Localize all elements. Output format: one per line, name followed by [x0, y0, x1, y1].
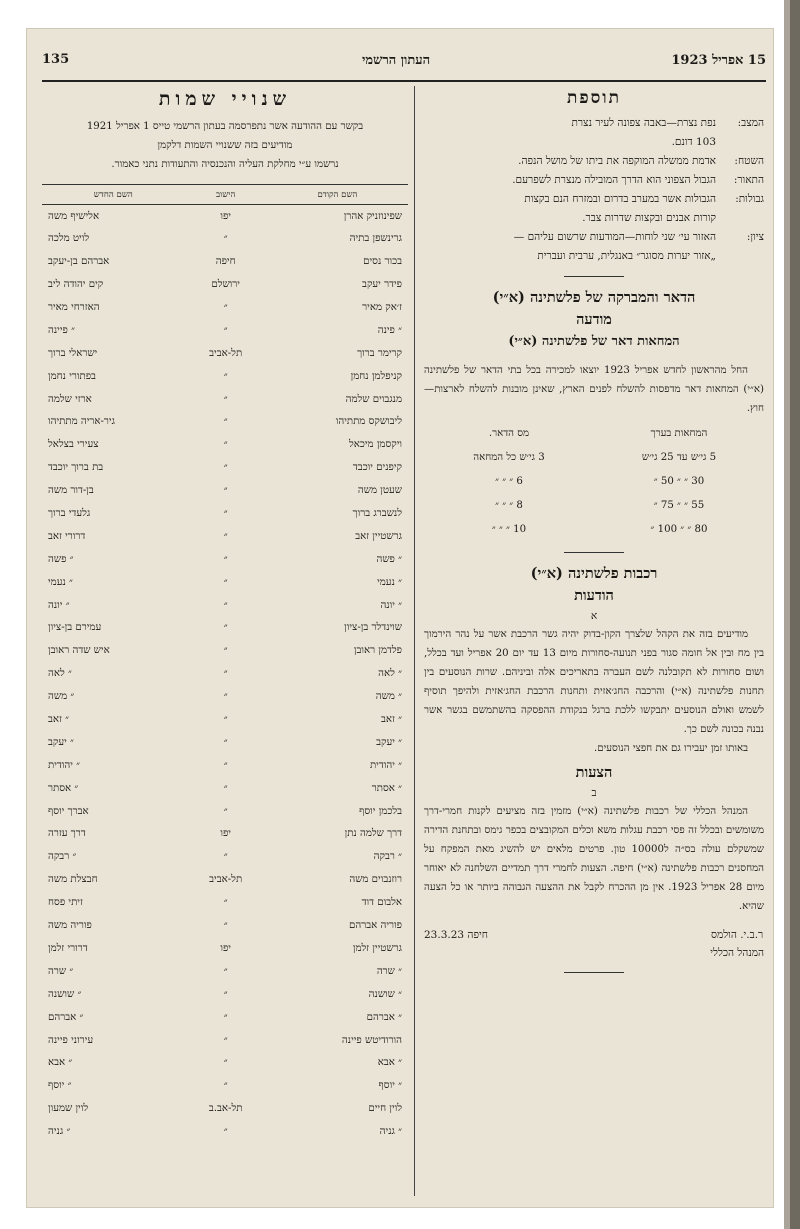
- field-value: [424, 228, 716, 266]
- previous-name: בכור נסים: [363, 256, 402, 268]
- issue-date: 15 אפריל 1923: [671, 53, 766, 68]
- table-row: [42, 388, 408, 411]
- table-row: [42, 525, 408, 548]
- rate-row: [424, 494, 764, 518]
- signature: [710, 926, 764, 962]
- signature-block: [424, 926, 764, 962]
- table-row: [42, 662, 408, 685]
- table-row: [42, 273, 408, 296]
- rate-row: [424, 518, 764, 542]
- previous-name: גרשטיין זלמן: [352, 942, 402, 954]
- field-label: המצב:: [737, 117, 764, 129]
- previous-name: לוין חיים: [368, 1103, 402, 1115]
- new-name: אברך יוסף: [48, 805, 89, 817]
- separator: [564, 972, 624, 973]
- post-title: הדאר והמברקה של פלשתינה (א״י): [492, 289, 696, 306]
- railway-subtitle: הודעות: [574, 587, 614, 604]
- notice-a-end: באותו זמן יעבירו גם את חפצי הנוסעים.: [593, 743, 748, 754]
- new-name: ״ פשה: [48, 553, 74, 565]
- previous-name: ״ יוסף: [378, 1080, 402, 1092]
- field-line: 103 דונם.: [671, 136, 716, 148]
- previous-name: דרך שלמה נתן: [344, 828, 402, 840]
- previous-name: ״ יהודית: [369, 759, 402, 771]
- signature-title: המנהל הכללי: [710, 947, 764, 959]
- settlement: ״: [223, 851, 228, 863]
- supplement-title: תוספת: [566, 88, 621, 108]
- intro-line-3: נרשמו ע״י מחלקת העליה והנכנסיה והתעודות נתני כאמור.: [111, 159, 339, 170]
- rate-value: 5 גי׳ש עד 25 גי׳ש: [641, 452, 717, 463]
- new-name: ״ נעמי: [48, 576, 73, 588]
- table-row: [42, 1051, 408, 1074]
- field-label: גבולות:: [735, 193, 764, 205]
- new-name: ״ אבא: [48, 1057, 73, 1069]
- table-row: [42, 571, 408, 594]
- settlement: ״: [223, 462, 228, 474]
- settlement: חיפה: [215, 256, 236, 268]
- settlement: ״: [223, 485, 228, 497]
- settlement: יפו: [220, 942, 231, 954]
- railway-title: רכבות פלשתינה (א״י): [530, 565, 658, 582]
- table-row: [42, 823, 408, 846]
- settlement: ״: [223, 1126, 228, 1138]
- page-header: [42, 52, 766, 76]
- settlement: ״: [223, 233, 228, 245]
- settlement: ״: [223, 1011, 228, 1023]
- new-name: לוין שמעון: [48, 1103, 89, 1115]
- previous-name: ״ גניה: [379, 1126, 402, 1138]
- previous-name: ״ זאב: [381, 714, 402, 726]
- new-name: אברהם בן-יעקב: [48, 256, 110, 268]
- previous-name: הורודיטש פיינה: [341, 1034, 402, 1046]
- new-name: ״ לאה: [48, 668, 72, 680]
- field-label: ציון:: [746, 231, 764, 243]
- place-date: חיפה 23.3.23: [424, 929, 488, 941]
- new-name: חבצלת משה: [48, 874, 98, 886]
- field-line: האזור עי׳ שני לוחות—המודעות שרשום עליהם —: [513, 231, 716, 243]
- table-row: [42, 685, 408, 708]
- new-name: איש שדה ראובן: [48, 645, 110, 657]
- settlement: ״: [223, 439, 228, 451]
- settlement: תל-אביב: [209, 347, 243, 359]
- previous-name: ״ אברהם: [366, 1011, 402, 1023]
- table-row: [42, 548, 408, 571]
- table-row: [42, 617, 408, 640]
- table-row: [42, 639, 408, 662]
- rate-fee: 3 גי׳ש כל המחאה: [473, 452, 545, 463]
- settlement: תל-אב.ב: [208, 1103, 243, 1115]
- settlement: ״: [223, 622, 228, 634]
- post-body: החל מהראשון לחדש אפריל 1923 יוצאו למכירה בכל בתי הדאר של פלשתינה (א״י) המחאות דאר מדפסות להשלח לפנים הארץ, שאינן מובנות להשלח לארצות—חוץ.: [424, 365, 764, 414]
- settlement: ״: [223, 988, 228, 1000]
- new-name: האזרחי מאיר: [48, 302, 100, 313]
- table-row: [42, 937, 408, 960]
- table-row: [42, 1074, 408, 1097]
- field-value: [424, 114, 716, 152]
- field-line: הגבול הצפוני הוא הדרך המובילה מנצרת לשפרעם.: [512, 174, 716, 186]
- field-value: [424, 171, 716, 190]
- supplement-field: [424, 152, 764, 171]
- new-name: ״ גניה: [48, 1126, 71, 1138]
- previous-name: קיפנים יוכבד: [352, 462, 402, 474]
- settlement: ״: [223, 782, 228, 794]
- previous-name: ״ רבקה: [373, 851, 402, 863]
- table-row: [42, 800, 408, 823]
- field-value: [424, 190, 716, 228]
- rates-table: [424, 422, 764, 542]
- table-row: [42, 296, 408, 319]
- table-row: [42, 342, 408, 365]
- notice-b-letter: ב: [591, 787, 597, 799]
- table-row: [42, 708, 408, 731]
- name-changes-table: [42, 184, 408, 1143]
- previous-name: מנגבוים שלמה: [345, 393, 402, 405]
- previous-name: ״ לאה: [378, 668, 402, 680]
- supplement-field: [424, 171, 764, 190]
- supplement-field: [424, 114, 764, 152]
- new-name: זיתי פסח: [48, 897, 83, 909]
- settlement: ״: [223, 576, 228, 588]
- settlement: ״: [223, 714, 228, 726]
- previous-name: קניפלמן נחמן: [350, 370, 402, 382]
- settlement: יפו: [220, 210, 231, 222]
- previous-name: רוזנבוים משה: [349, 874, 402, 886]
- table-row: [42, 731, 408, 754]
- previous-name: ״ יעקב: [376, 736, 402, 748]
- rates-header: [424, 422, 764, 446]
- previous-name: גרינשפן בתיה: [349, 233, 402, 245]
- table-row: [42, 1097, 408, 1120]
- settlement: ״: [223, 736, 228, 748]
- rate-value: 30 ״ ״ 50 ״: [653, 476, 705, 487]
- settlement: ״: [223, 393, 228, 405]
- tenders-title: הצעות: [575, 764, 613, 781]
- new-name: עמירם בן-ציון: [48, 622, 102, 634]
- rate-fee: 8 ״ ״ ״: [495, 500, 523, 511]
- name-changes-title: שנויי שמות: [158, 88, 292, 110]
- previous-name: ״ פינה: [377, 324, 402, 336]
- new-name: דרך עזרה: [48, 828, 86, 840]
- table-row: [42, 433, 408, 456]
- new-name: גיר-אריה מתתיהו: [48, 416, 115, 428]
- new-name: ״ זאב: [48, 714, 69, 726]
- settlement: ״: [223, 416, 228, 428]
- page-number: 135: [42, 52, 70, 67]
- binding-edge: [790, 0, 800, 1229]
- post-subtitle2: המחאות דאר של פלשתינה (א״י): [508, 334, 680, 349]
- new-name: ישראלי ברוך: [48, 347, 98, 359]
- previous-name: אלבום דוד: [361, 897, 402, 909]
- new-name: אלישיף משה: [48, 210, 100, 222]
- previous-name: פלדמן ראובן: [353, 645, 402, 657]
- previous-name: ״ שרה: [376, 965, 402, 977]
- rates-header-value: המחאות בערך: [650, 428, 708, 439]
- previous-name: שעטן משה: [357, 485, 402, 497]
- field-label: התאור:: [733, 174, 764, 186]
- settlement: ״: [223, 599, 228, 611]
- settlement: ״: [223, 302, 228, 313]
- table-row: [42, 502, 408, 525]
- settlement: ירושלם: [211, 279, 240, 291]
- notice-b: המנהל הכללי של רכבות פלשתינה (א״י) מזמין בזה מציעים לקנות חמרי-דרך משומשים ובכלל זה פסי רכבת עגלות משא וכלים המקובצים בכפר גימס ובתחנת הדירה שמשקלם עולה בס״ה ל10000 טון. פרטים מלאים יש להשיג מאת המפקח על המחסנים רכבות פלשתינה (א״י) חיפה. הצעות לחמרי דרך תמדיים השלחנה לא יאוחר מיום 28 אפריל 1923. אין מן ההכרח לקבל את ההצעה הגבוהה ביותר או כל הצעה שהיא.: [424, 806, 764, 912]
- rates-rows: [424, 446, 764, 542]
- rate-row: [424, 470, 764, 494]
- settlement: ״: [223, 668, 228, 680]
- new-name: פוריה משה: [48, 920, 92, 932]
- settlement: ״: [223, 759, 228, 771]
- intro-line-2: מודיעים בזה ששנויי השמות דלקמן: [157, 140, 293, 151]
- previous-name: ״ אבא: [377, 1057, 402, 1069]
- previous-name: ויקסמן מיכאל: [349, 439, 402, 451]
- new-name: ״ יונה: [48, 599, 70, 611]
- new-name: ״ שרה: [48, 965, 74, 977]
- rate-value: 80 ״ ״ 100 ״: [650, 524, 708, 535]
- previous-name: גרשטיין זאב: [355, 530, 402, 542]
- field-value: [424, 152, 716, 171]
- header-new-name: השם החדש: [42, 185, 185, 205]
- new-name: בן-דור משה: [48, 485, 94, 497]
- table-row: [42, 960, 408, 983]
- new-name: ״ יהודית: [48, 759, 81, 771]
- supplement-field: [424, 190, 764, 228]
- new-name: קים יהודה ליב: [48, 279, 104, 291]
- previous-name: לנשברג ברוך: [352, 508, 402, 520]
- previous-name: ״ אסתר: [371, 782, 402, 794]
- new-name: ״ אברהם: [48, 1011, 84, 1023]
- table-row: [42, 250, 408, 273]
- table-row: [42, 891, 408, 914]
- separator: [564, 552, 624, 553]
- header-settlement: הישוב: [185, 185, 267, 205]
- table-row: [42, 983, 408, 1006]
- new-name: ״ שושנה: [48, 988, 82, 1000]
- new-name: דרורי זאב: [48, 530, 86, 542]
- previous-name: ״ שושנה: [368, 988, 402, 1000]
- notice-a-letter: א: [590, 610, 598, 622]
- settlement: ״: [223, 530, 228, 542]
- previous-name: ״ נעמי: [377, 576, 402, 588]
- settlement: ״: [223, 1057, 228, 1069]
- table-row: [42, 479, 408, 502]
- settlement: ״: [223, 324, 228, 336]
- settlement: יפו: [220, 828, 231, 840]
- new-name: עירוני פיינה: [48, 1034, 94, 1046]
- previous-name: שוינדלר בן-ציון: [344, 622, 402, 634]
- signature-name: ר.ב.י. הולמס: [711, 929, 764, 941]
- rate-fee: 10 ״ ״ ״: [491, 524, 527, 535]
- table-row: [42, 754, 408, 777]
- field-line: „אזור יערות מסוגר״ באנגלית, ערבית ועברית: [537, 250, 716, 262]
- previous-name: ז׳אק מאיר: [362, 302, 402, 313]
- previous-name: פידר יעקב: [362, 279, 402, 291]
- field-label: השטח:: [734, 155, 764, 167]
- notice-a: מודיעים בזה את הקהל שלצרך הקון-בדוק יהיה גשר הרכבת אשר על נהר הירמוך בין מח ובין אל חומה סגור בפני תנועה-סחורות מיום 13 עד יום 20 אפריל ועד בכלל, ושום סחורות לא תקובלנה לשם העברה בתאריכים אלה וביניהם. שרות הנוסעים בין תחנות פלשתינה (א״י) והרכבה החג׳אזית ותחנות הרכבת החג׳אזית ולהיפך תוסיף לשמש ואולם הנוסעים יתבקשו ללכת ברגל בנקודת ההפסקה בהשתמשם בגשר אשר נבנה בכונה לשם כך.: [424, 629, 764, 735]
- settlement: ״: [223, 805, 228, 817]
- new-name: גלעדי ברוך: [48, 508, 91, 520]
- column-divider: [414, 86, 415, 1196]
- field-line: נפת נצרת—באבה צפונה לעיר נצרת: [571, 117, 716, 129]
- settlement: ״: [223, 920, 228, 932]
- newspaper-title: העתון הרשמי: [362, 53, 431, 68]
- settlement: ״: [223, 691, 228, 703]
- settlement: תל-אביב: [209, 874, 243, 886]
- settlement: ״: [223, 1034, 228, 1046]
- settlement: ״: [223, 897, 228, 909]
- header-rule: [42, 80, 766, 82]
- table-row: [42, 1006, 408, 1029]
- new-name: ״ אסתר: [48, 782, 79, 794]
- table-row: [42, 845, 408, 868]
- previous-name: שפינוזניק אהרן: [343, 210, 402, 222]
- table-row: [42, 456, 408, 479]
- previous-name: ״ יונה: [380, 599, 402, 611]
- settlement: ״: [223, 645, 228, 657]
- post-subtitle: מודעה: [576, 311, 612, 328]
- table-row: [42, 205, 408, 228]
- new-name: בפתורי נחמן: [48, 370, 96, 382]
- table-row: [42, 1029, 408, 1052]
- rates-header-fee: מס הדאר.: [488, 428, 530, 439]
- field-line: קורות אבנים ובקצות שדרות צבר.: [582, 212, 716, 224]
- supplement-fields: [424, 114, 764, 266]
- intro-line-1: בקשר עם ההודעה אשר נתפרסמה בעתון הרשמי טייס 1 אפריל 1921: [86, 121, 364, 132]
- table-row: [42, 227, 408, 250]
- table-row: [42, 1120, 408, 1143]
- table-row: [42, 365, 408, 388]
- table-row: [42, 914, 408, 937]
- new-name: ״ רבקה: [48, 851, 77, 863]
- table-row: [42, 594, 408, 617]
- table-header-row: [42, 185, 408, 205]
- previous-name: ליבושקס מתתיהו: [335, 416, 402, 428]
- previous-name: פוריה אברהם: [349, 920, 402, 932]
- new-name: צעירי בצלאל: [48, 439, 99, 451]
- supplement-field: [424, 228, 764, 266]
- rate-fee: 6 ״ ״ ״: [495, 476, 523, 487]
- settlement: ״: [223, 370, 228, 382]
- rate-value: 55 ״ ״ 75 ״: [653, 500, 705, 511]
- field-line: אדמת ממשלה המוקפה את ביתו של מושל הנפה.: [518, 155, 716, 167]
- new-name: לויט מלכה: [48, 233, 90, 245]
- settlement: ״: [223, 508, 228, 520]
- right-column: [424, 88, 764, 983]
- rate-row: [424, 446, 764, 470]
- new-name: ״ פיינה: [48, 324, 75, 336]
- settlement: ״: [223, 553, 228, 565]
- header-previous-name: השם הקודם: [267, 185, 408, 205]
- table-row: [42, 319, 408, 342]
- previous-name: קרימר ברוך: [357, 347, 402, 359]
- settlement: ״: [223, 965, 228, 977]
- new-name: דרורי זלמן: [48, 942, 88, 954]
- table-row: [42, 777, 408, 800]
- field-line: הגבולות אשר במערב בדרום ובמזרח הנם בקצות: [524, 193, 716, 205]
- new-name: ״ יוסף: [48, 1080, 72, 1092]
- table-row: [42, 868, 408, 891]
- separator: [564, 276, 624, 277]
- new-name: ״ יעקב: [48, 736, 74, 748]
- table-row: [42, 411, 408, 434]
- new-name: בת ברוך יוכבד: [48, 462, 104, 474]
- previous-name: בלכמן יוסף: [359, 805, 402, 817]
- previous-name: ״ פשה: [376, 553, 402, 565]
- new-name: ״ משה: [48, 691, 75, 703]
- new-name: ארזי שלמה: [48, 393, 92, 405]
- settlement: ״: [223, 1080, 228, 1092]
- left-column: [42, 88, 408, 1143]
- previous-name: ״ משה: [375, 691, 402, 703]
